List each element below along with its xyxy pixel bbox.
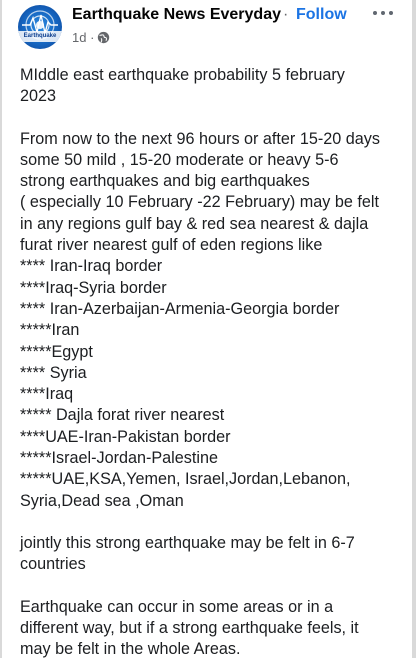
post-closing bbox=[20, 597, 410, 658]
paragraph-gap bbox=[20, 576, 410, 597]
post-line: in any regions gulf bay & red sea nearest & dajla bbox=[20, 214, 369, 233]
paragraph-gap bbox=[20, 512, 410, 533]
more-options-button[interactable] bbox=[370, 2, 396, 24]
post-line: MIddle east earthquake probability 5 february bbox=[20, 66, 345, 84]
post-meta bbox=[72, 30, 110, 45]
region-item: *****Israel-Jordan-Palestine bbox=[20, 449, 218, 468]
region-item: ****Iraq-Syria border bbox=[20, 278, 167, 297]
more-horizontal-icon bbox=[373, 11, 377, 15]
post-line: jointly this strong earthquake may be felt in 6-7 bbox=[20, 533, 355, 552]
post-time[interactable]: 1d · bbox=[72, 30, 95, 45]
post-line: From now to the next 96 hours or after 15-20 days bbox=[20, 129, 380, 148]
region-item: *****Iran bbox=[20, 321, 80, 340]
region-list bbox=[20, 256, 410, 512]
region-item: ****Iraq bbox=[20, 385, 74, 404]
follow-button[interactable]: Follow bbox=[296, 6, 347, 23]
region-item: *****Egypt bbox=[20, 342, 93, 361]
post-line: 2023 bbox=[20, 87, 57, 106]
region-item: Syria,Dead sea ,Oman bbox=[20, 491, 184, 510]
page-avatar[interactable] bbox=[18, 5, 62, 49]
earthquake-logo-icon bbox=[18, 5, 62, 49]
post-line: strong earthquakes and big earthquakes bbox=[20, 172, 310, 191]
post-intro bbox=[20, 129, 410, 257]
paragraph-gap bbox=[20, 108, 410, 129]
post-line: Earthquake can occur in some areas or in a bbox=[20, 597, 334, 616]
post-line: some 50 mild , 15-20 moderate or heavy 5-6 bbox=[20, 150, 339, 169]
region-item: ***** Dajla forat river nearest bbox=[20, 406, 225, 425]
post-line: furat river nearest gulf of eden regions like bbox=[20, 236, 323, 255]
globe-icon bbox=[97, 31, 110, 44]
region-item: *****UAE,KSA,Yemen, Israel,Jordan,Lebanon, bbox=[20, 470, 351, 489]
region-item: **** Iran-Iraq border bbox=[20, 257, 163, 276]
post-line: different way, but if a strong earthquake feels, it bbox=[20, 618, 359, 637]
region-item: **** Iran-Azerbaijan-Armenia-Georgia border bbox=[20, 299, 340, 318]
post-line: may be felt in the whole Areas. bbox=[20, 640, 241, 658]
post-body bbox=[20, 65, 410, 658]
post-line: countries bbox=[20, 555, 86, 574]
post-header bbox=[2, 0, 412, 58]
more-horizontal-icon bbox=[389, 11, 393, 15]
separator-dot: · bbox=[283, 6, 289, 23]
page-name[interactable]: Earthquake News Everyday bbox=[72, 6, 281, 23]
region-item: ****UAE-Iran-Pakistan border bbox=[20, 427, 231, 446]
post-card bbox=[2, 0, 412, 658]
avatar-badge: Earthquake bbox=[18, 31, 62, 42]
more-horizontal-icon bbox=[381, 11, 385, 15]
post-title bbox=[20, 65, 410, 108]
post-line: ( especially 10 February -22 February) may be felt bbox=[20, 193, 379, 212]
region-item: **** Syria bbox=[20, 363, 87, 382]
post-jointly bbox=[20, 533, 410, 576]
